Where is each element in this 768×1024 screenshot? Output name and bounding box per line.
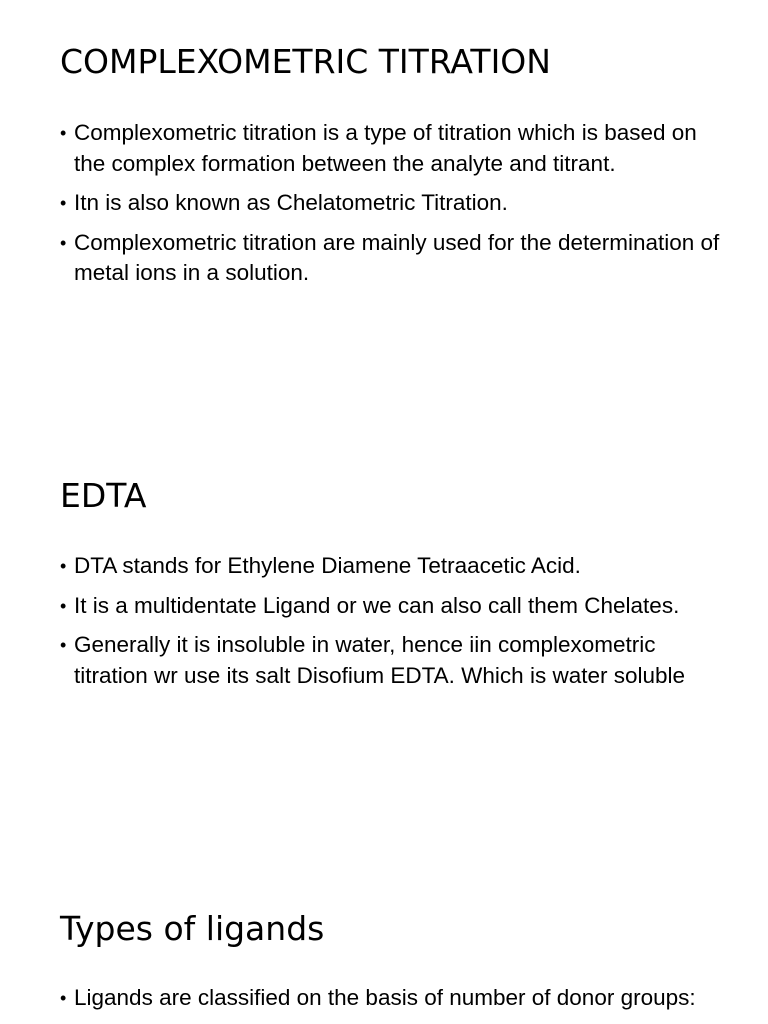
bullet-text: DTA stands for Ethylene Diamene Tetraacetic Acid. [74, 553, 581, 578]
slide-complexometric-titration [60, 42, 720, 298]
bullet-dot-icon: • [60, 556, 67, 576]
bullet-dot-icon: • [60, 988, 67, 1008]
slide-title: COMPLEXOMETRIC TITRATION [60, 42, 551, 81]
bullet-text: Itn is also known as Chelatometric Titration. [74, 190, 508, 215]
bullet-list [60, 551, 720, 691]
slide-title: Types of ligands [60, 909, 325, 948]
slide-title: EDTA [60, 476, 147, 515]
bullet-item [60, 630, 720, 691]
bullet-list [60, 983, 720, 1014]
bullet-text: Complexometric titration is a type of titration which is based on the complex formation between the analyte and titrant. [74, 120, 697, 176]
bullet-item [60, 188, 720, 219]
bullet-text: Generally it is insoluble in water, hence iin complexometric titration wr use its salt Disofium EDTA. Which is water soluble [74, 632, 686, 688]
bullet-item [60, 983, 720, 1014]
bullet-item [60, 591, 720, 622]
slide-types-of-ligands [60, 909, 720, 1023]
bullet-list [60, 118, 720, 289]
bullet-dot-icon: • [60, 595, 67, 616]
bullet-item [60, 118, 720, 179]
bullet-dot-icon: • [60, 123, 67, 143]
slide-edta [60, 476, 720, 700]
bullet-item [60, 551, 720, 582]
bullet-text: It is a multidentate Ligand or we can also call them Chelates. [74, 592, 680, 618]
bullet-text: Complexometric titration are mainly used for the determination of metal ions in a solution. [74, 229, 720, 285]
bullet-text: Ligands are classified on the basis of number of donor groups: [74, 985, 696, 1010]
bullet-item [60, 228, 720, 289]
bullet-dot-icon: • [60, 232, 67, 253]
bullet-dot-icon: • [60, 635, 67, 655]
bullet-dot-icon: • [60, 193, 67, 213]
